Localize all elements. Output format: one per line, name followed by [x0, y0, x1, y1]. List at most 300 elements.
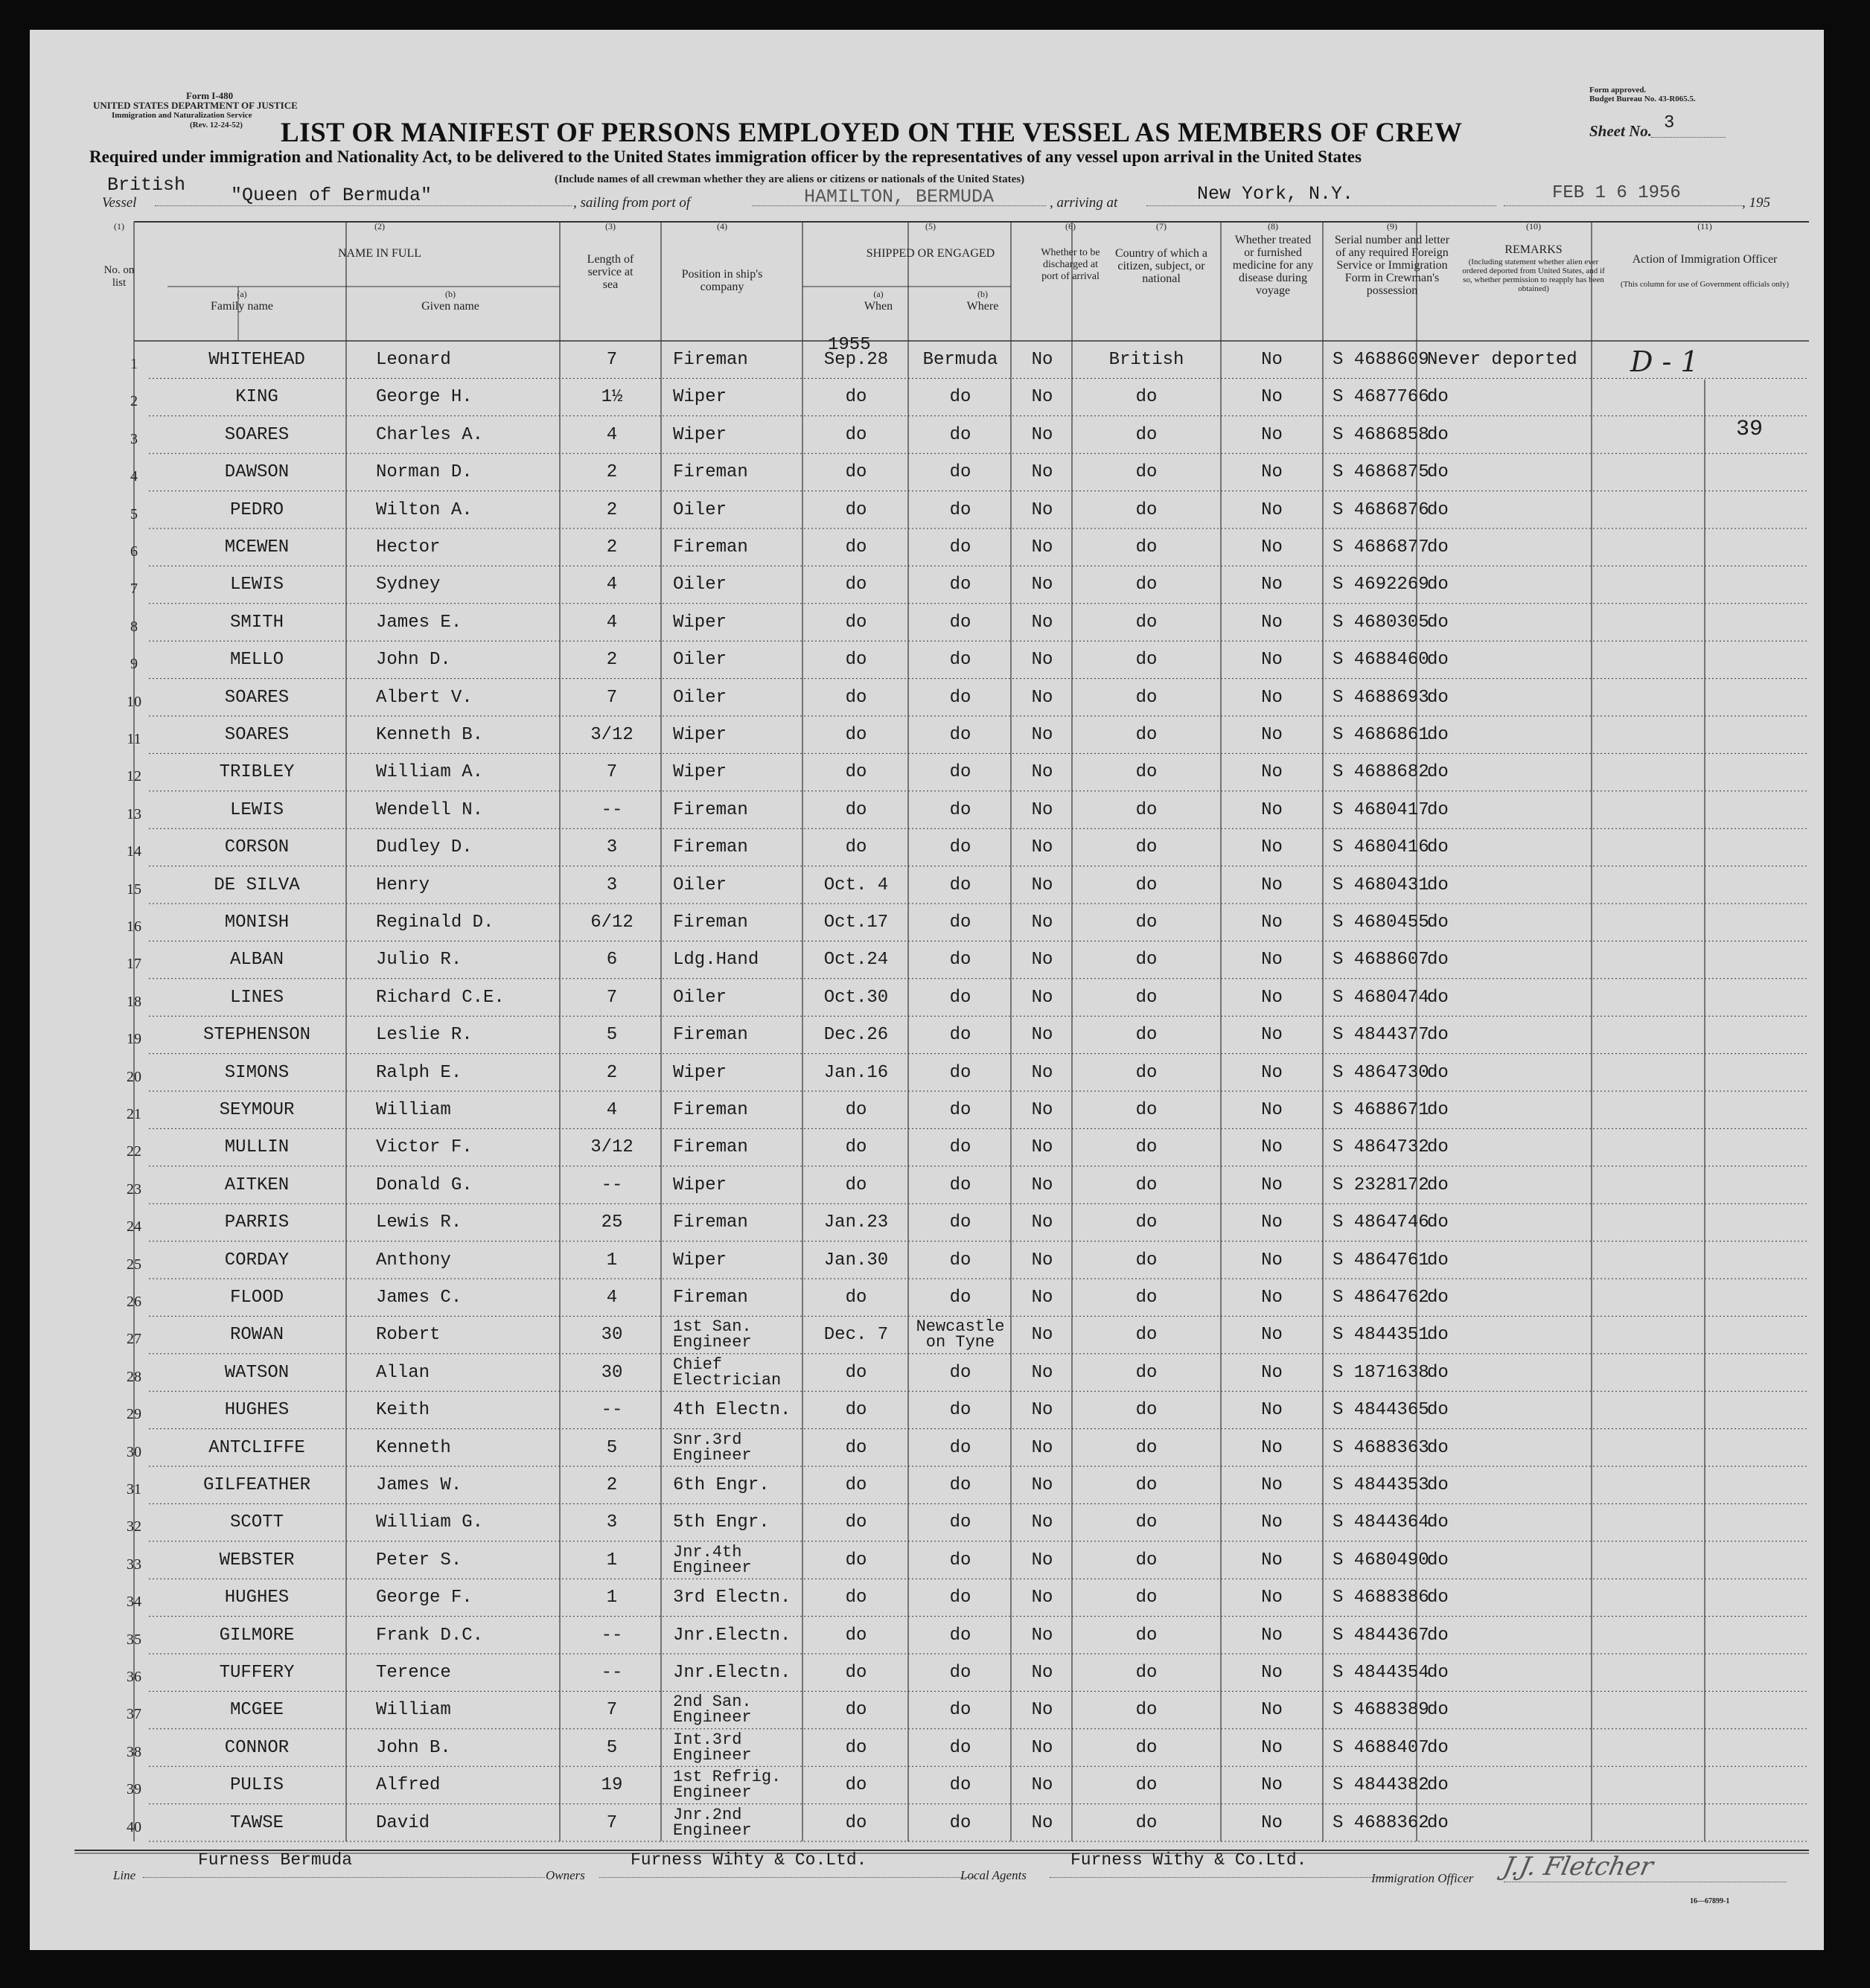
form-approved: Form approved. — [1589, 86, 1647, 95]
col1-header: No. on list — [103, 264, 135, 289]
cell-pos: Oiler — [673, 499, 727, 520]
cell-med: No — [1261, 1512, 1283, 1533]
cell-len: 1 — [606, 1250, 618, 1271]
cell-med: No — [1261, 1437, 1283, 1458]
cell-len: -- — [601, 1625, 623, 1646]
cell-n: 22 — [127, 1143, 141, 1160]
cell-where: do — [949, 1250, 971, 1271]
cell-pos: Wiper — [673, 1062, 727, 1083]
cell-country: do — [1135, 1737, 1158, 1758]
cell-when: do — [845, 1288, 867, 1308]
agents-value: Furness Withy & Co.Ltd. — [1070, 1850, 1307, 1870]
cell-n: 34 — [127, 1594, 141, 1611]
cell-country: do — [1135, 650, 1158, 671]
cell-given: Victor F. — [376, 1137, 473, 1158]
cell-pos-line2: Engineer — [673, 1783, 752, 1803]
cell-serial: S 4688363 — [1333, 1437, 1429, 1458]
cell-country: do — [1135, 1550, 1158, 1570]
cell-serial: S 4688386 — [1333, 1588, 1429, 1608]
cell-given: Allan — [376, 1362, 430, 1383]
cell-when: do — [845, 1812, 867, 1833]
cell-given: Lewis R. — [376, 1212, 462, 1233]
cell-n: 18 — [127, 993, 141, 1010]
cell-dis: No — [1031, 1700, 1053, 1721]
cell-n: 19 — [127, 1031, 141, 1048]
cell-when: do — [845, 1512, 867, 1533]
cell-pos-line1: Jnr.2nd — [673, 1805, 742, 1824]
form-revision: (Rev. 12-24-52) — [190, 121, 243, 130]
cell-given: Keith — [376, 1400, 430, 1421]
cell-med: No — [1261, 762, 1283, 783]
cell-family: LINES — [229, 987, 284, 1008]
col5b-number: (b) — [977, 289, 988, 299]
cell-where: do — [949, 1512, 971, 1533]
cell-where: do — [949, 1400, 971, 1421]
form-subtitle: Required under immigration and Nationality Act, to be delivered to the United States immigration officer by the representatives of any vessel upon arrival in the United States — [89, 147, 1362, 166]
cell-med: No — [1261, 1212, 1283, 1233]
col11-number: (11) — [1697, 221, 1712, 231]
cell-med: No — [1261, 575, 1283, 595]
cell-when: do — [845, 1700, 867, 1721]
cell-med: No — [1261, 799, 1283, 820]
cell-where: do — [949, 687, 971, 708]
cell-n: 33 — [127, 1556, 141, 1573]
col5-number: (5) — [925, 221, 936, 231]
cell-pos-line2: Engineer — [673, 1333, 752, 1352]
cell-pos: Fireman — [673, 462, 748, 483]
cell-len: -- — [601, 1174, 623, 1195]
cell-country: do — [1135, 1775, 1158, 1796]
cell-len: 4 — [606, 612, 618, 633]
cell-n: 14 — [127, 843, 141, 860]
cell-where: do — [949, 612, 971, 633]
cell-n: 17 — [127, 956, 141, 973]
cell-given: Robert — [376, 1325, 441, 1346]
cell-remarks: do — [1427, 913, 1449, 933]
cell-dis: No — [1031, 1737, 1053, 1758]
cell-n: 37 — [127, 1706, 141, 1723]
cell-given: James W. — [376, 1475, 462, 1495]
cell-when: do — [845, 1100, 867, 1120]
cell-len: 19 — [601, 1775, 623, 1796]
col10-note: (Including statement whether alien ever ordered deported from United States, and if so, whether permission to reapply has been obtained) — [1462, 258, 1605, 293]
cell-pos-line1: Snr.3rd — [673, 1430, 742, 1449]
agents-label: Local Agents — [960, 1868, 1027, 1882]
cell-country: do — [1135, 387, 1158, 408]
cell-serial: S 4864732 — [1333, 1137, 1429, 1158]
cell-family: ANTCLIFFE — [208, 1437, 305, 1458]
arriving-port: New York, N.Y. — [1197, 183, 1354, 205]
line-value: Furness Bermuda — [198, 1850, 353, 1870]
cell-pos-line2: Engineer — [673, 1558, 752, 1577]
cell-when: do — [845, 1775, 867, 1796]
cell-pos: Fireman — [673, 1100, 748, 1120]
cell-med: No — [1261, 1325, 1283, 1346]
cell-pos-line1: 1st San. — [673, 1317, 752, 1337]
cell-given: William — [376, 1700, 451, 1721]
cell-family: CORDAY — [224, 1250, 290, 1271]
cell-pos: Jnr.Electn. — [673, 1625, 791, 1646]
cell-serial: S 4844367 — [1333, 1625, 1429, 1646]
print-code: 16—67899-1 — [1690, 1897, 1730, 1905]
cell-dis: No — [1031, 650, 1053, 671]
cell-med: No — [1261, 1625, 1283, 1646]
cell-med: No — [1261, 537, 1283, 557]
cell-dis: No — [1031, 762, 1053, 783]
cell-n: 27 — [127, 1331, 141, 1348]
cell-where: Bermuda — [922, 350, 998, 370]
cell-pos: Wiper — [673, 1250, 727, 1271]
cell-where: do — [949, 1100, 971, 1120]
cell-dis: No — [1031, 837, 1053, 858]
cell-dis: No — [1031, 913, 1053, 933]
cell-pos: 6th Engr. — [673, 1475, 770, 1495]
cell-country: do — [1135, 950, 1158, 971]
vessel-name: "Queen of Bermuda" — [231, 185, 433, 206]
cell-serial: S 4680474 — [1333, 987, 1429, 1008]
cell-pos-line2: Electrician — [673, 1370, 782, 1390]
cell-n: 31 — [127, 1481, 141, 1498]
cell-remarks: do — [1427, 1288, 1449, 1308]
cell-dis: No — [1031, 1325, 1053, 1346]
cell-given: William G. — [376, 1512, 484, 1533]
cell-serial: S 4686876 — [1333, 499, 1429, 520]
cell-n: 30 — [127, 1443, 141, 1460]
col11-note: (This column for use of Government officials only) — [1620, 280, 1790, 289]
cell-med: No — [1261, 499, 1283, 520]
cell-given: Reginald D. — [376, 913, 494, 933]
cell-family: TRIBLEY — [219, 762, 295, 783]
cell-serial: S 4688362 — [1333, 1812, 1429, 1833]
cell-given: James E. — [376, 612, 462, 633]
cell-pos-line1: 1st Refrig. — [673, 1768, 782, 1787]
cell-given: Kenneth — [376, 1437, 451, 1458]
cell-where-line2: on Tyne — [925, 1333, 995, 1352]
cell-dis: No — [1031, 799, 1053, 820]
cell-pos-line1: 2nd San. — [673, 1693, 752, 1712]
cell-remarks: do — [1427, 725, 1449, 745]
cell-dis: No — [1031, 350, 1053, 370]
cell-country: do — [1135, 837, 1158, 858]
cell-len: 3 — [606, 875, 618, 895]
cell-family: PEDRO — [229, 499, 284, 520]
cell-pos — [673, 1732, 807, 1763]
cell-med: No — [1261, 1775, 1283, 1796]
cell-dis: No — [1031, 687, 1053, 708]
cell-family: MULLIN — [224, 1137, 290, 1158]
cell-when: do — [845, 1625, 867, 1646]
cell-len: -- — [601, 1663, 623, 1683]
cell-serial: S 4844364 — [1333, 1512, 1429, 1533]
sheet-number: 3 — [1664, 113, 1675, 133]
cell-when: do — [845, 650, 867, 671]
cell-remarks: do — [1427, 1588, 1449, 1608]
cell-when: do — [845, 1362, 867, 1383]
cell-n: 11 — [127, 731, 141, 747]
cell-given: Albert V. — [376, 687, 473, 708]
cell-dis: No — [1031, 1400, 1053, 1421]
officer-annotation-d1: D - 1 — [1630, 345, 1699, 378]
year-above-when: 1955 — [828, 335, 871, 355]
cell-remarks: do — [1427, 387, 1449, 408]
cell-n: 24 — [127, 1218, 141, 1236]
cell-country: do — [1135, 612, 1158, 633]
cell-len: 3/12 — [590, 725, 634, 745]
cell-med: No — [1261, 1288, 1283, 1308]
cell-given: Frank D.C. — [376, 1625, 484, 1646]
cell-where: do — [949, 1137, 971, 1158]
cell-pos: Fireman — [673, 1212, 748, 1233]
cell-len: 6/12 — [590, 913, 634, 933]
cell-n: 23 — [127, 1180, 141, 1198]
form-note: (Include names of all crewman whether they are aliens or citizens or nationals of the United States) — [555, 173, 1025, 185]
cell-remarks: do — [1427, 762, 1449, 783]
cell-n: 21 — [127, 1106, 141, 1122]
cell-n: 4 — [130, 468, 138, 485]
cell-n: 16 — [127, 918, 141, 935]
cell-country: do — [1135, 462, 1158, 483]
cell-when: Oct. 4 — [823, 875, 889, 895]
cell-dis: No — [1031, 1288, 1053, 1308]
cell-where: do — [949, 725, 971, 745]
cell-serial: S 4686877 — [1333, 537, 1429, 557]
officer-annotation-39: 39 — [1736, 417, 1764, 442]
cell-family: DAWSON — [224, 462, 290, 483]
cell-where: do — [949, 1737, 971, 1758]
cell-family: PARRIS — [224, 1212, 290, 1233]
cell-remarks: do — [1427, 1174, 1449, 1195]
cell-when: Dec.26 — [823, 1025, 889, 1046]
cell-where: do — [949, 1550, 971, 1570]
col8-header: Whether treated or furnished medicine for any disease during voyage — [1232, 234, 1314, 297]
cell-pos: Fireman — [673, 1137, 748, 1158]
cell-med: No — [1261, 1100, 1283, 1120]
cell-where: do — [949, 575, 971, 595]
cell-family: DE SILVA — [214, 875, 300, 895]
cell-med: No — [1261, 837, 1283, 858]
cell-len: -- — [601, 799, 623, 820]
cell-dis: No — [1031, 1250, 1053, 1271]
cell-len: 5 — [606, 1737, 618, 1758]
col6-number: (6) — [1065, 221, 1076, 231]
cell-country: do — [1135, 687, 1158, 708]
cell-remarks: do — [1427, 1512, 1449, 1533]
cell-given: Charles A. — [376, 424, 484, 445]
cell-pos-line2: Engineer — [673, 1708, 752, 1727]
form-number: Form I-480 — [186, 90, 234, 101]
cell-family: SEYMOUR — [219, 1100, 295, 1120]
cell-remarks: do — [1427, 987, 1449, 1008]
cell-n: 38 — [127, 1743, 141, 1760]
cell-pos: 3rd Electn. — [673, 1588, 791, 1608]
cell-country: do — [1135, 1437, 1158, 1458]
cell-family: CONNOR — [224, 1737, 290, 1758]
cell-med: No — [1261, 424, 1283, 445]
cell-serial: S 4864730 — [1333, 1062, 1429, 1083]
cell-med: No — [1261, 1737, 1283, 1758]
cell-where: do — [949, 913, 971, 933]
col1-number: (1) — [114, 221, 124, 231]
cell-country: do — [1135, 1400, 1158, 1421]
cell-serial: S 4688407 — [1333, 1737, 1429, 1758]
cell-serial: S 4844377 — [1333, 1025, 1429, 1046]
cell-where: do — [949, 762, 971, 783]
cell-n: 39 — [127, 1781, 141, 1798]
cell-when: do — [845, 424, 867, 445]
cell-country: do — [1135, 913, 1158, 933]
cell-med: No — [1261, 950, 1283, 971]
cell-given: William A. — [376, 762, 484, 783]
cell-n: 6 — [130, 543, 138, 560]
cell-where: do — [949, 837, 971, 858]
col5a-number: (a) — [873, 289, 884, 299]
cell-dis: No — [1031, 1212, 1053, 1233]
owners-value: Furness Wihty & Co.Ltd. — [631, 1850, 867, 1870]
cell-len: -- — [601, 1400, 623, 1421]
cell-pos-line2: Engineer — [673, 1821, 752, 1840]
cell-country: do — [1135, 1025, 1158, 1046]
year-suffix: , 195 — [1742, 195, 1770, 211]
cell-country: do — [1135, 875, 1158, 895]
cell-when: do — [845, 725, 867, 745]
cell-pos: Fireman — [673, 1288, 748, 1308]
cell-pos — [673, 1768, 807, 1803]
cell-where: do — [949, 1174, 971, 1195]
cell-remarks: do — [1427, 575, 1449, 595]
cell-where: do — [949, 650, 971, 671]
cell-where: do — [949, 1475, 971, 1495]
cell-family: MCGEE — [229, 1700, 284, 1721]
cell-family: GILMORE — [219, 1625, 295, 1646]
cell-where: do — [949, 1700, 971, 1721]
cell-where-line1: Newcastle — [916, 1317, 1005, 1337]
cell-where: do — [949, 1812, 971, 1833]
cell-med: No — [1261, 350, 1283, 370]
cell-serial: S 4686861 — [1333, 725, 1429, 745]
cell-serial: S 4680416 — [1333, 837, 1429, 858]
cell-med: No — [1261, 612, 1283, 633]
cell-dis: No — [1031, 575, 1053, 595]
cell-family: WEBSTER — [219, 1550, 295, 1570]
cell-family: KING — [235, 387, 278, 408]
cell-where: do — [949, 1588, 971, 1608]
cell-family: WHITEHEAD — [208, 350, 305, 370]
col11-header: Action of Immigration Officer — [1632, 253, 1778, 266]
cell-remarks: do — [1427, 1325, 1449, 1346]
sailing-label: , sailing from port of — [573, 195, 691, 211]
manifest-sheet — [30, 30, 1824, 1950]
cell-n: 36 — [127, 1669, 141, 1685]
cell-country: do — [1135, 1250, 1158, 1271]
budget-bureau: Budget Bureau No. 43-R065.5. — [1589, 95, 1696, 103]
cell-when: do — [845, 537, 867, 557]
cell-given: Leslie R. — [376, 1025, 473, 1046]
cell-serial: S 4864762 — [1333, 1288, 1429, 1308]
cell-pos: Oiler — [673, 687, 727, 708]
cell-where: do — [949, 1663, 971, 1683]
cell-n: 12 — [127, 768, 141, 785]
cell-given: Dudley D. — [376, 837, 473, 858]
cell-family: MELLO — [229, 650, 284, 671]
cell-n: 1 — [130, 356, 138, 372]
cell-pos: Jnr.Electn. — [673, 1663, 791, 1683]
cell-serial: S 4688460 — [1333, 650, 1429, 671]
col4-header: Position in ship's company — [681, 268, 763, 293]
cell-remarks: do — [1427, 424, 1449, 445]
cell-n: 20 — [127, 1068, 141, 1085]
cell-dis: No — [1031, 1475, 1053, 1495]
cell-where: do — [949, 1062, 971, 1083]
cell-len: 2 — [606, 650, 618, 671]
cell-given: Alfred — [376, 1775, 441, 1796]
cell-n: 35 — [127, 1631, 141, 1648]
col2b-header: Given name — [421, 300, 479, 313]
cell-len: 25 — [601, 1212, 623, 1233]
cell-pos: Fireman — [673, 799, 748, 820]
cell-serial: S 4680455 — [1333, 913, 1429, 933]
cell-pos-line1: Int.3rd — [673, 1730, 742, 1749]
cell-len: 6 — [606, 950, 618, 971]
cell-serial: S 4864746 — [1333, 1212, 1429, 1233]
cell-serial: S 1871638 — [1333, 1362, 1429, 1383]
cell-dis: No — [1031, 537, 1053, 557]
cell-serial: S 4686875 — [1333, 462, 1429, 483]
cell-n: 9 — [130, 656, 138, 673]
cell-len: 7 — [606, 1812, 618, 1833]
cell-family: SMITH — [229, 612, 284, 633]
col10-number: (10) — [1526, 221, 1541, 231]
department-name: UNITED STATES DEPARTMENT OF JUSTICE — [93, 100, 298, 111]
cell-med: No — [1261, 650, 1283, 671]
col3-number: (3) — [605, 221, 616, 231]
cell-country: do — [1135, 987, 1158, 1008]
col6-header: Whether to be discharged at port of arrival — [1041, 247, 1100, 282]
cell-dis: No — [1031, 612, 1053, 633]
cell-dis: No — [1031, 1588, 1053, 1608]
cell-dis: No — [1031, 1062, 1053, 1083]
cell-family: SOARES — [224, 687, 290, 708]
cell-med: No — [1261, 1250, 1283, 1271]
cell-med: No — [1261, 1062, 1283, 1083]
cell-n: 5 — [130, 505, 138, 522]
cell-pos-line2: Engineer — [673, 1445, 752, 1465]
cell-family: SCOTT — [229, 1512, 284, 1533]
cell-remarks: do — [1427, 875, 1449, 895]
cell-given: William — [376, 1100, 451, 1120]
cell-given: George H. — [376, 387, 473, 408]
cell-when: Oct.17 — [823, 913, 889, 933]
cell-country: do — [1135, 1700, 1158, 1721]
cell-when: do — [845, 1437, 867, 1458]
cell-dis: No — [1031, 499, 1053, 520]
cell-country: do — [1135, 537, 1158, 557]
cell-where — [910, 1319, 1011, 1350]
cell-pos: Oiler — [673, 875, 727, 895]
cell-dis: No — [1031, 1437, 1053, 1458]
col5b-header: Where — [966, 300, 999, 313]
cell-pos: Oiler — [673, 987, 727, 1008]
cell-dis: No — [1031, 725, 1053, 745]
cell-family: SIMONS — [224, 1062, 290, 1083]
cell-n: 10 — [127, 693, 141, 710]
cell-remarks: do — [1427, 1400, 1449, 1421]
cell-serial: S 4844354 — [1333, 1663, 1429, 1683]
cell-pos: 5th Engr. — [673, 1512, 770, 1533]
cell-family: LEWIS — [229, 575, 284, 595]
cell-country: do — [1135, 1475, 1158, 1495]
cell-country: do — [1135, 725, 1158, 745]
cell-family: WATSON — [224, 1362, 290, 1383]
